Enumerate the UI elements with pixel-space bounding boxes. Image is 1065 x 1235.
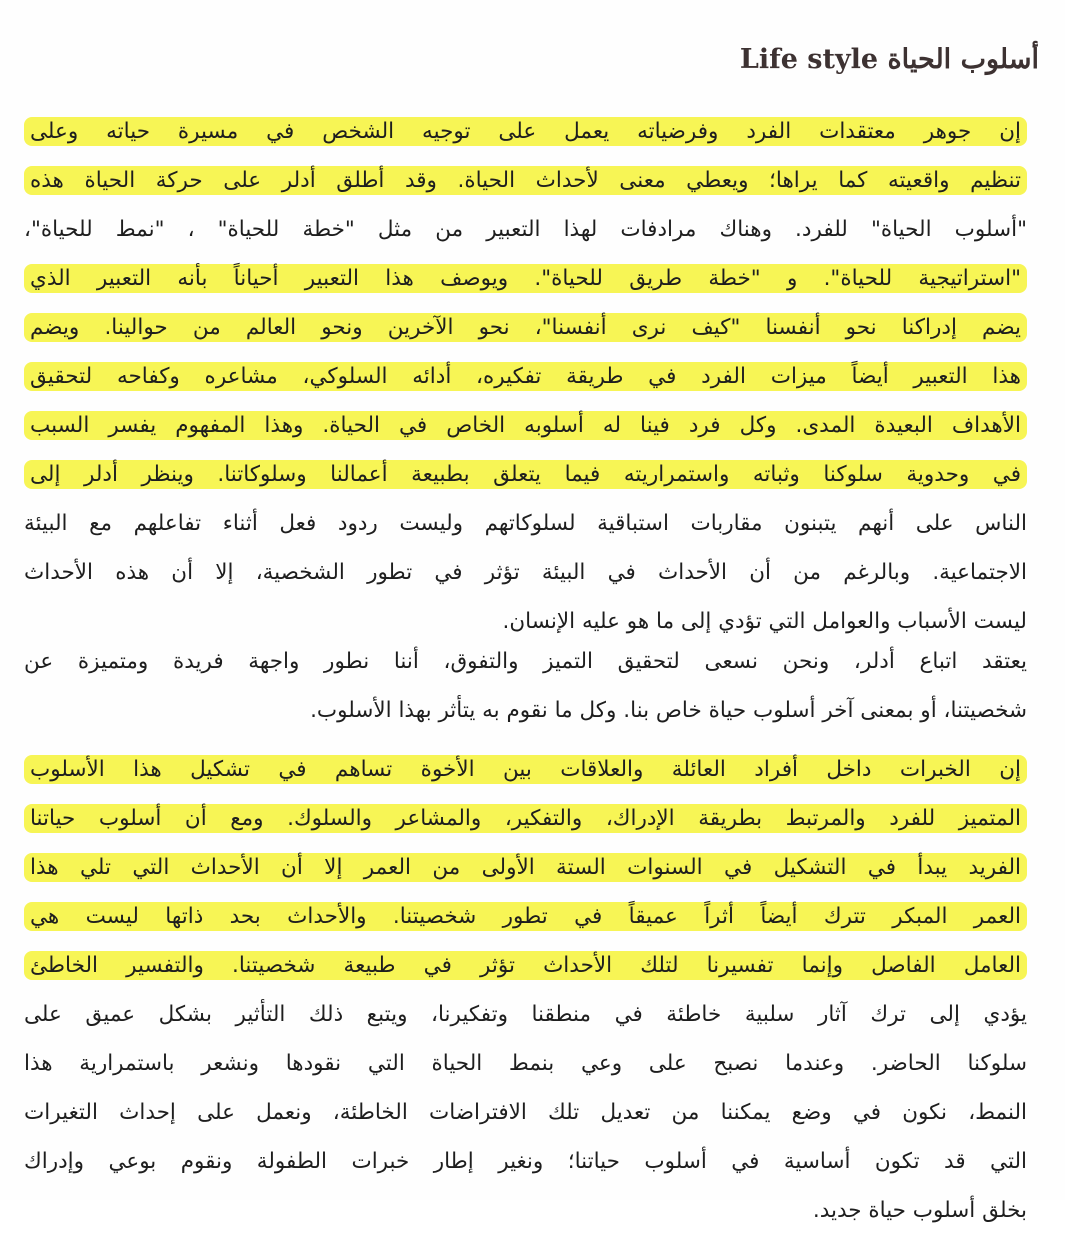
text-line: بخلق أسلوب حياة جديد. (812, 1198, 1027, 1223)
text-line (24, 745, 1027, 794)
highlighted-text: يضم إدراكنا نحو أنفسنا "كيف نرى أنفسنا"، نحو الآخرين ونحو العالم من حوالينا. ويضم (24, 313, 1027, 342)
text-line (24, 254, 1027, 303)
page-title: أسلوب الحياة Life style (739, 44, 1039, 75)
paragraph-1 (24, 107, 1027, 646)
highlighted-text: "استراتيجية للحياة". و "خطة طريق للحياة". ويوصف هذا التعبير أحياناً بأنه التعبير الذي (24, 264, 1027, 293)
text-line: سلوكنا الحاضر. وعندما نصبح على وعي بنمط الحياة التي نقودها ونشعر باستمرارية هذا (24, 1051, 1027, 1076)
text-line (24, 794, 1027, 843)
text-line (24, 941, 1027, 990)
text-line (24, 303, 1027, 352)
text-line: الاجتماعية. وبالرغم من أن الأحداث في البيئة تؤثر في تطور الشخصية، إلا أن هذه الأحداث (24, 560, 1027, 585)
text-line: النمط، نكون في وضع يمكننا من تعديل تلك الافتراضات الخاطئة، ونعمل على إحداث التغيرات (24, 1100, 1027, 1125)
highlighted-text: إن الخبرات داخل أفراد العائلة والعلاقات بين الأخوة تساهم في تشكيل هذا الأسلوب (24, 755, 1027, 784)
paragraph-3 (24, 745, 1027, 1235)
text-line (24, 156, 1027, 205)
highlighted-text: تنظيم واقعيته كما يراها؛ ويعطي معنى لأحداث الحياة. وقد أطلق أدلر على حركة الحياة هذه (24, 166, 1027, 195)
text-line (24, 107, 1027, 156)
text-line (24, 352, 1027, 401)
text-line: يعتقد اتباع أدلر، ونحن نسعى لتحقيق التميز والتفوق، أننا نطور واجهة فريدة ومتميزة عن (24, 649, 1027, 674)
paragraph-2 (24, 637, 1027, 735)
text-line (24, 450, 1027, 499)
text-line: ليست الأسباب والعوامل التي تؤدي إلى ما هو عليه الإنسان. (502, 609, 1027, 634)
highlighted-text: الأهداف البعيدة المدى. وكل فرد فينا له أسلوبه الخاص في الحياة. وهذا المفهوم يفسر السبب (24, 411, 1027, 440)
highlighted-text: في وحدوية سلوكنا وثباته واستمراريته فيما يتعلق بطبيعة أعمالنا وسلوكاتنا. وينظر أدلر إلى (24, 460, 1027, 489)
text-line (24, 401, 1027, 450)
text-line: يؤدي إلى ترك آثار سلبية خاطئة في منطقنا وتفكيرنا، ويتبع ذلك التأثير بشكل عميق على (24, 1002, 1027, 1027)
highlighted-text: العمر المبكر تترك أيضاً أثراً عميقاً في تطور شخصيتنا. والأحداث بحد ذاتها ليست هي (24, 902, 1027, 931)
text-line (24, 843, 1027, 892)
highlighted-text: هذا التعبير أيضاً ميزات الفرد في طريقة تفكيره، أدائه السلوكي، مشاعره وكفاحه لتحقيق (24, 362, 1027, 391)
text-line: "أسلوب الحياة" للفرد. وهناك مرادفات لهذا التعبير من مثل "خطة للحياة" ، "نمط للحياة"، (24, 217, 1027, 242)
highlighted-text: الفريد يبدأ في التشكيل في السنوات الستة الأولى من العمر إلا أن الأحداث التي تلي هذا (24, 853, 1027, 882)
highlighted-text: العامل الفاصل وإنما تفسيرنا لتلك الأحداث تؤثر في طبيعة شخصيتنا. والتفسير الخاطئ (24, 951, 1027, 980)
highlighted-text: المتميز للفرد والمرتبط بطريقة الإدراك، والتفكير، والمشاعر والسلوك. ومع أن أسلوب حياتنا (24, 804, 1027, 833)
text-line: التي قد تكون أساسية في أسلوب حياتنا؛ ونغير إطار خبرات الطفولة ونقوم بوعي وإدراك (24, 1149, 1027, 1174)
text-line: شخصيتنا، أو بمعنى آخر أسلوب حياة خاص بنا. وكل ما نقوم به يتأثر بهذا الأسلوب. (310, 698, 1027, 723)
text-line: الناس على أنهم يتبنون مقاربات استباقية لسلوكاتهم وليست ردود فعل أثناء تفاعلهم مع البيئة (24, 511, 1027, 536)
text-line (24, 892, 1027, 941)
highlighted-text: إن جوهر معتقدات الفرد وفرضياته يعمل على توجيه الشخص في مسيرة حياته وعلى (24, 117, 1027, 146)
